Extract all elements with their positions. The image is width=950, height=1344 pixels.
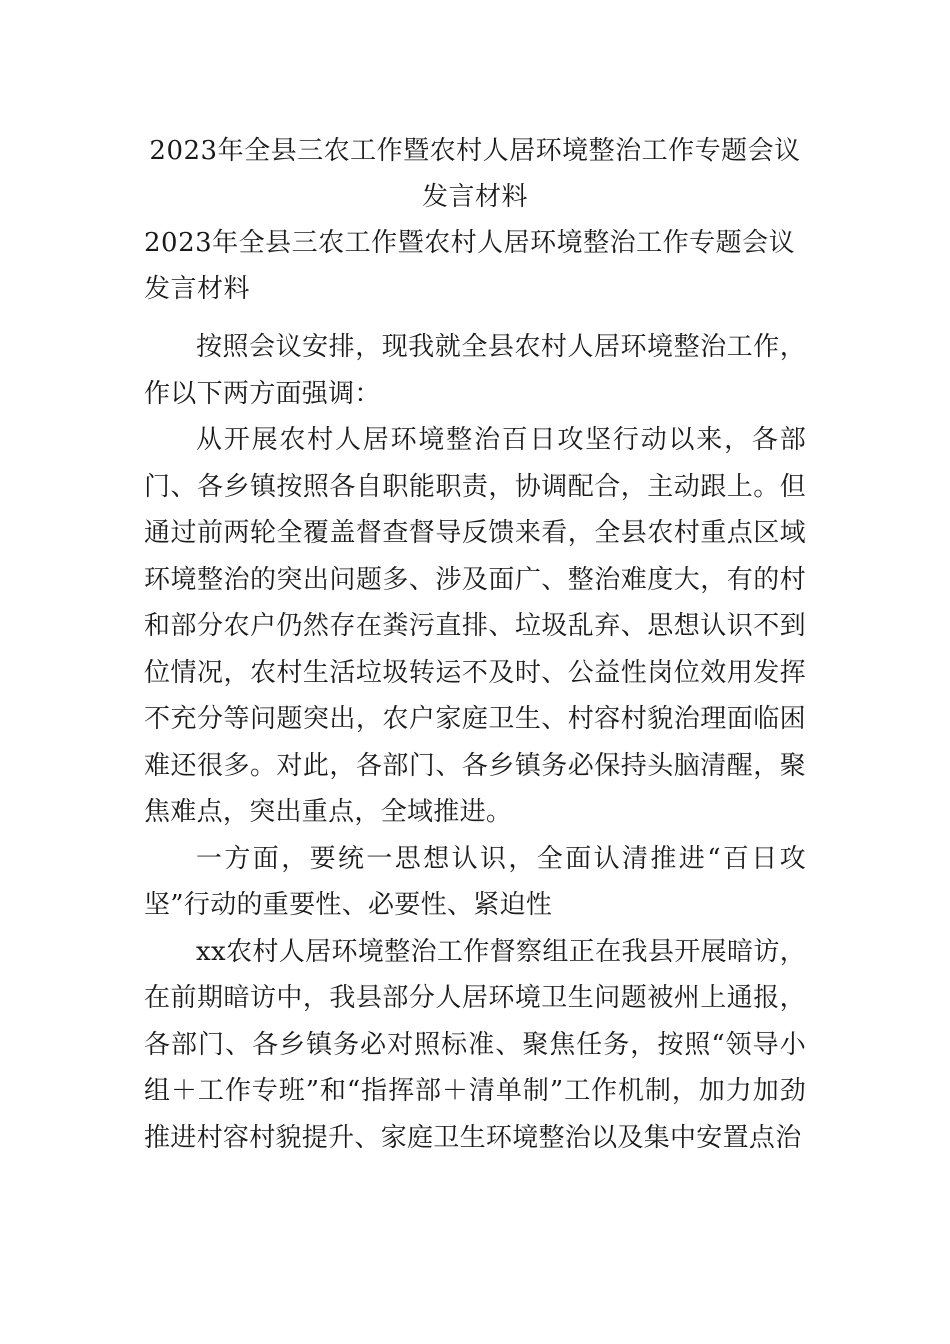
paragraph-intro: 按照会议安排，现我就全县农村人居环境整治工作，作以下两方面强调： [144, 332, 806, 409]
document-body [144, 128, 806, 1161]
paragraph-background: 从开展农村人居环境整治百日攻坚行动以来，各部门、各乡镇按照各自职能职责，协调配合，主动跟上。但通过前两轮全覆盖督查督导反馈来看，全县农村重点区域环境整治的突出问题多、涉及面广、整治难度大，有的村和部分农户仍然存在粪污直排、垃圾乱弃、思想认识不到位情况，农村生活垃圾转运不及时、公益性岗位效用发挥不充分等问题突出，农户家庭卫生、村容村貌治理面临困难还很多。对此，各部门、各乡镇务必保持头脑清醒，聚焦难点，突出重点，全域推进。 [144, 425, 806, 827]
paragraph-inspection: xx农村人居环境整治工作督察组正在我县开展暗访，在前期暗访中，我县部分人居环境卫生问题被州上通报，各部门、各乡镇务必对照标准、聚焦任务，按照“领导小组＋工作专班”和“指挥部＋清单制”工作机制，加力加劲推进村容村貌提升、家庭卫生环境整治以及集中安置点治 [144, 936, 806, 1153]
paragraph-section-heading: 一方面，要统一思想认识，全面认清推进“百日攻坚”行动的重要性、必要性、紧迫性 [144, 843, 806, 920]
document-subtitle: 2023年全县三农工作暨农村人居环境整治工作专题会议发言材料 [144, 228, 796, 304]
document-title: 2023年全县三农工作暨农村人居环境整治工作专题会议发言材料 [149, 136, 801, 212]
